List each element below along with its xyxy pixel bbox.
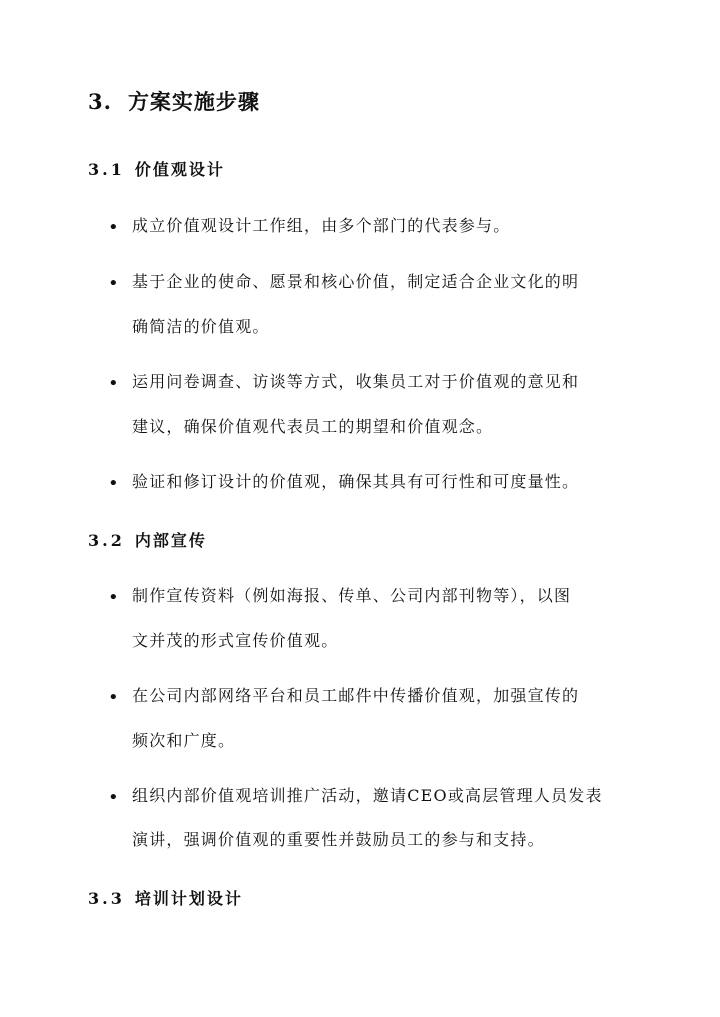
list-item-line: 成立价值观设计工作组，由多个部门的代表参与。 — [132, 216, 511, 235]
list-item-line: 建议，确保价值观代表员工的期望和价值观念。 — [132, 417, 494, 436]
bullet-dot: • — [108, 687, 119, 708]
list-item-line: 运用问卷调查、访谈等方式，收集员工对于价值观的意见和 — [132, 372, 580, 391]
subsection-title: 价值观设计 — [134, 160, 225, 179]
subsection-number: 3.1 — [88, 160, 125, 179]
list-item-line: 在公司内部网络平台和员工邮件中传播价值观，加强宣传的 — [132, 686, 580, 705]
subsection-heading-3-1 — [88, 157, 225, 180]
section-heading — [88, 86, 260, 116]
list-item-line: 确简洁的价值观。 — [132, 317, 270, 336]
subsection-heading-3-3 — [88, 886, 243, 909]
bullet-dot: • — [108, 473, 119, 494]
list-item-line: 组织内部价值观培训推广活动，邀请CEO或高层管理人员发表 — [132, 786, 603, 805]
subsection-title: 内部宣传 — [134, 531, 207, 550]
section-title: 方案实施步骤 — [127, 89, 260, 114]
subsection-title: 培训计划设计 — [134, 889, 243, 908]
bullet-dot: • — [108, 587, 119, 608]
section-number: 3. — [88, 89, 112, 114]
bullet-dot: • — [108, 373, 119, 394]
list-item-line: 验证和修订设计的价值观，确保其具有可行性和可度量性。 — [132, 472, 580, 491]
bullet-dot: • — [108, 217, 119, 238]
list-item-line: 基于企业的使命、愿景和核心价值，制定适合企业文化的明 — [132, 272, 580, 291]
list-item-line: 制作宣传资料（例如海报、传单、公司内部刊物等），以图 — [132, 586, 572, 605]
bullet-dot: • — [108, 787, 119, 808]
list-item-line: 频次和广度。 — [132, 731, 236, 750]
bullet-dot: • — [108, 273, 119, 294]
subsection-number: 3.2 — [88, 531, 125, 550]
list-item-line: 文并茂的形式宣传价值观。 — [132, 631, 339, 650]
list-item-line: 演讲，强调价值观的重要性并鼓励员工的参与和支持。 — [132, 830, 545, 849]
subsection-heading-3-2 — [88, 528, 207, 551]
subsection-number: 3.3 — [88, 889, 125, 908]
